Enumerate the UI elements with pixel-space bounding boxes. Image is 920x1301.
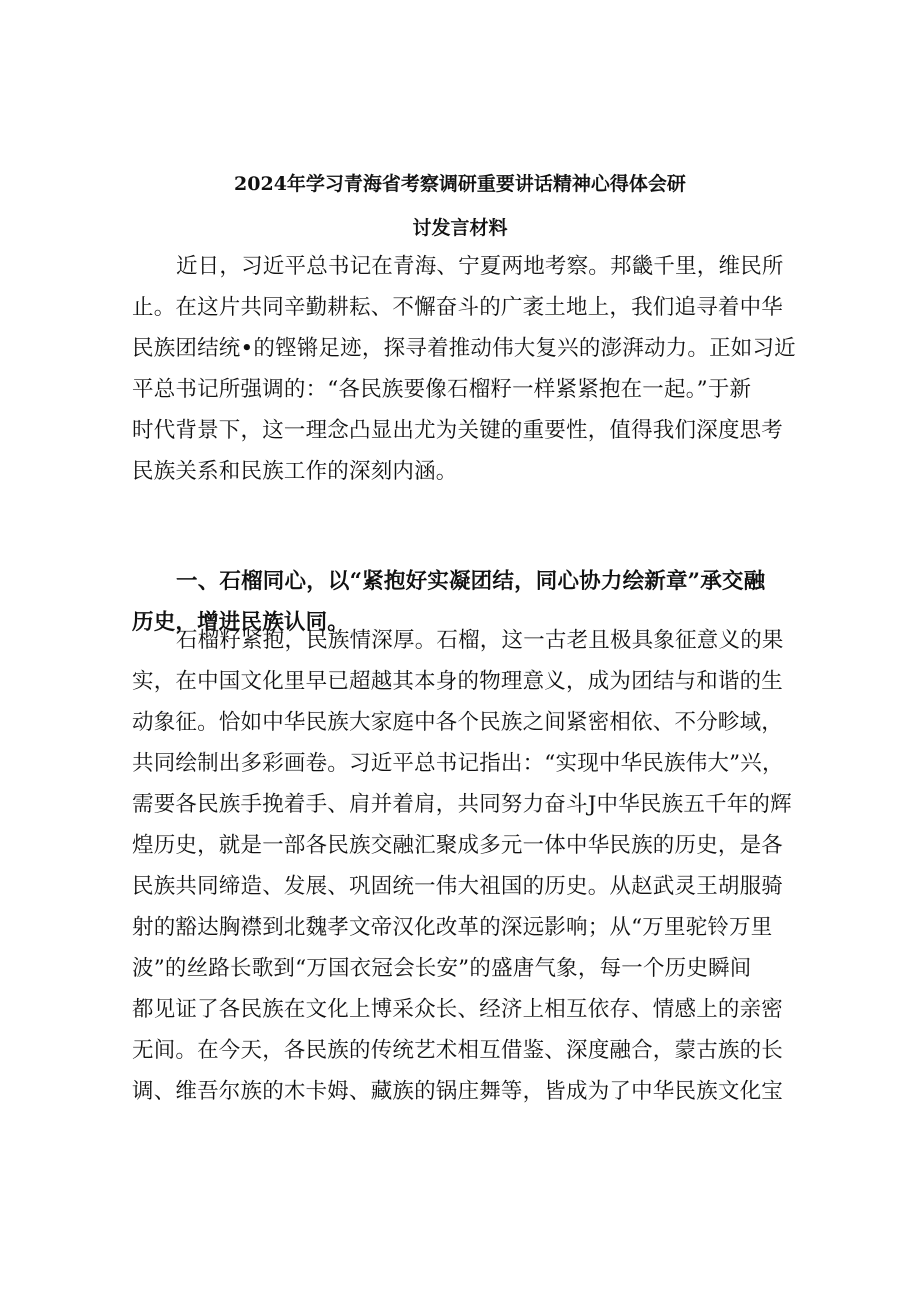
paragraph-line: 动象征。恰如中华民族大家庭中各个民族之间紧密相依、不分畛域， [132,710,784,735]
document-title-line-2: 讨发言材料 [412,217,508,239]
paragraph-line: 平总书记所强调的：“各民族要像石榴籽一样紧紧抱在一起。”于新 [132,377,752,402]
paragraph-line: 石榴籽紧抱，民族情深厚。石榴，这一古老且极具象征意义的果 [176,628,784,653]
paragraph-pomegranate [132,620,792,1112]
heading-line: 历史，增进民族认同。 [132,610,350,635]
paragraph-line: 时代背景下，这一理念凸显出尤为关键的重要性，值得我们深度思考 [132,418,784,443]
paragraph-line: 民族共同缔造、发展、巩固统一伟大祖国的历史。从赵武灵王胡服骑 [132,874,784,899]
paragraph-line: 实，在中国文化里早已超越其本身的物理意义，成为团结与和谐的生 [132,669,784,694]
paragraph-line: 无间。在今天，各民族的传统艺术相互借鉴、深度融合，蒙古族的长 [132,1038,784,1063]
paragraph-line: 近日，习近平总书记在青海、宁夏两地考察。邦畿千里，维民所 [176,254,784,279]
paragraph-line: 都见证了各民族在文化上博采众长、经济上相互依存、情感上的亲密 [132,997,784,1022]
heading-line: 一、石榴同心，以“紧抱好实凝团结，同心协力绘新章”承交融 [176,569,766,594]
paragraph-line: 共同绘制出多彩画卷。习近平总书记指出：“实现中华民族伟大”兴， [132,751,784,776]
paragraph-line: 需要各民族手挽着手、肩并着肩，共同努力奋斗J中华民族五千年的辉 [132,792,792,817]
document-title-line-1: 2024年学习青海省考察调研重要讲话精神心得体会研 [234,173,686,195]
paragraph-intro [132,246,796,492]
paragraph-line: 射的豁达胸襟到北魏孝文帝汉化改革的深远影响；从“万里驼铃万里 [132,915,773,940]
paragraph-line: 民族团结统•的铿锵足迹，探寻着推动伟大复兴的澎湃动力。正如习近 [132,336,796,361]
paragraph-line: 民族关系和民族工作的深刻内涵。 [132,459,458,484]
paragraph-line: 波”的丝路长歌到“万国衣冠会长安”的盛唐气象，每一个历史瞬间 [132,956,752,981]
paragraph-line: 调、维吾尔族的木卡姆、藏族的锅庄舞等，皆成为了中华民族文化宝 [132,1079,784,1104]
paragraph-line: 止。在这片共同辛勤耕耘、不懈奋斗的广袤土地上，我们追寻着中华 [132,295,784,320]
paragraph-line: 煌历史，就是一部各民族交融汇聚成多元一体中华民族的历史，是各 [132,833,784,858]
